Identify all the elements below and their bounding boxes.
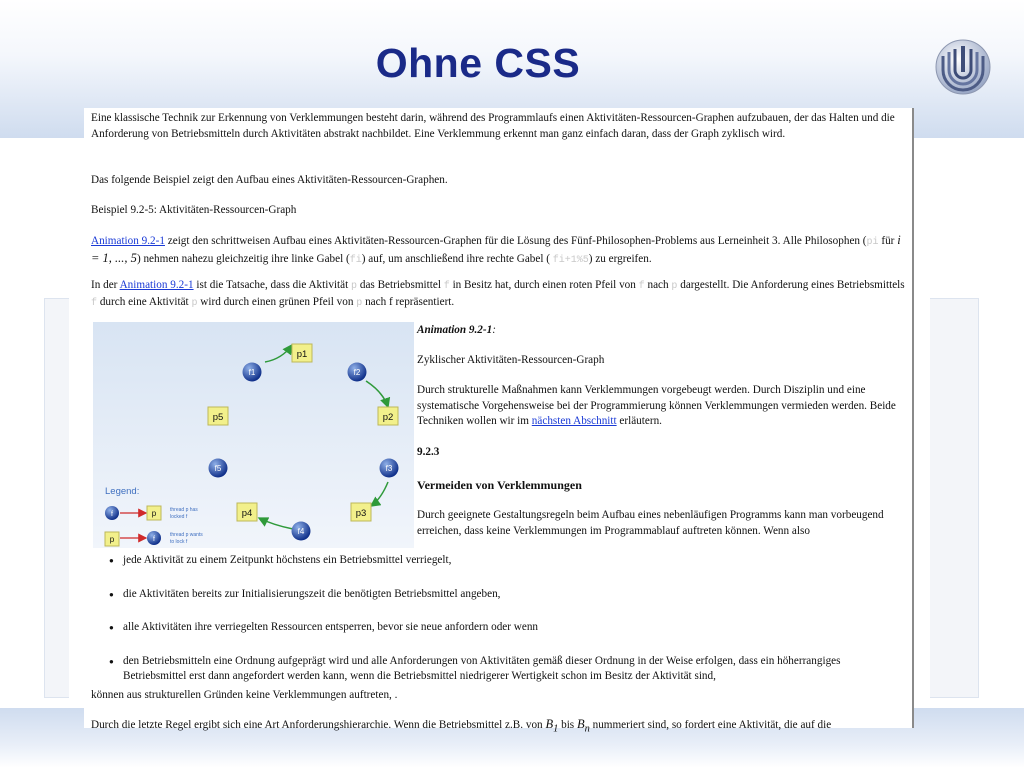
paragraph-example-intro: Das folgende Beispiel zeigt den Aufbau eines Aktivitäten-Ressourcen-Graphen. (91, 174, 448, 186)
svg-text:to lock f: to lock f (170, 539, 188, 545)
node-f2 (348, 363, 367, 382)
node-p2 (378, 407, 398, 425)
svg-text:f2: f2 (353, 368, 361, 377)
node-p5 (208, 407, 228, 425)
animation-link[interactable]: Animation 9.2-1 (91, 235, 165, 247)
svg-text:p1: p1 (296, 349, 308, 360)
node-p3 (351, 503, 371, 521)
animation-link-2[interactable]: Animation 9.2-1 (119, 279, 194, 291)
svg-text:p5: p5 (212, 412, 224, 423)
svg-text:p: p (151, 509, 157, 518)
document-panel (84, 108, 914, 735)
animation-graph (93, 322, 414, 548)
svg-text:f: f (153, 536, 155, 543)
node-f5 (209, 459, 228, 478)
paragraph-prevention: Durch strukturelle Maßnahmen kann Verklemmungen vorgebeugt werden. Durch Disziplin und eine systematische Vorgehensweise bei der Programmierung können Verklemmungen vermieden werden. Beide Techniken wollen wir im nächsten Abschnitt erläutern. (417, 384, 896, 427)
list-item: ● alle Aktivitäten ihre verriegelten Ressourcen entsperren, bevor sie neue anfordern oder wenn (106, 620, 906, 636)
paragraph-hierarchy: Durch die letzte Regel ergibt sich eine Art Anforderungshierarchie. Wenn die Betriebsmittel z.B. von $B_1$ bis $B_n$ nummeriert sind, so fordert eine Aktivität, die auf die (91, 717, 832, 735)
svg-text:thread p has: thread p has (170, 507, 198, 513)
rules-list (106, 553, 906, 703)
node-p1 (292, 344, 312, 362)
svg-text:f: f (111, 511, 113, 518)
legend-title: Legend: (105, 486, 140, 497)
svg-text:p2: p2 (382, 412, 394, 423)
next-section-link[interactable]: nächsten Abschnitt (531, 415, 617, 427)
svg-text:p3: p3 (355, 508, 367, 519)
animation-caption-title: Animation 9.2-1: (417, 324, 496, 336)
node-f1 (243, 363, 262, 382)
paragraph-intro: Eine klassische Technik zur Erkennung von Verklemmungen besteht darin, während des Programmlaufs einen Aktivitäten-Ressourcen-Graphen aufzubauen, der das Halten und die Anforderung von Betriebsmitteln durch Aktivitäten abstrakt nachbildet. Eine Verklemmung erkennt man ganz einfach daran, dass der Graph zyklisch wird. (91, 112, 895, 140)
list-item: ● die Aktivitäten bereits zur Initialisierungszeit die benötigten Betriebsmittel angeben, (106, 587, 906, 603)
paragraph-animation-desc: Animation 9.2-1 zeigt den schrittweisen Aufbau eines Aktivitäten-Ressourcen-Graphen für die Lösung des Fünf-Philosophen-Problems aus Lerneinheit 3. Alle Philosophen (pi für i = 1, ..., 5) nehmen nahezu gleichzeitig ihre linke Gabel (fi) auf, um anschließend ihre rechte Gabel ( fi+1%5) zu ergreifen. (91, 233, 901, 266)
paragraph-design-rules: Durch geeignete Gestaltungsregeln beim Aufbau eines nebenläufigen Programms kann man vorbeugend erreichen, dass keine Verklemmungen im Programmablauf auftreten können. Wenn also (417, 509, 884, 537)
svg-text:f4: f4 (297, 527, 305, 536)
node-f4 (292, 522, 311, 541)
svg-text:p: p (109, 535, 115, 544)
right-frame-decoration (930, 298, 979, 698)
paragraph-arrows-desc: In der Animation 9.2-1 ist die Tatsache, dass die Aktivität p das Betriebsmittel f in Besitz hat, durch einen roten Pfeil von f nach p dargestellt. Die Anforderung eines Betriebsmittels f durch eine Aktivität p wird durch einen grünen Pfeil von p nach f repräsentiert. (91, 279, 905, 309)
node-f3 (380, 459, 399, 478)
node-p4 (237, 503, 257, 521)
svg-text:f3: f3 (385, 464, 393, 473)
list-item: ● den Betriebsmitteln eine Ordnung aufgeprägt wird und alle Anforderungen von Aktivitäten gemäß dieser Ordnung in der Weise erfolgen, dass ein höherrangiges Betriebsmittel erst dann angefordert werden kann, wenn die Betriebsmittel niedrigerer Wertigkeit schon im Besitz der Aktivität sind, (106, 654, 906, 685)
svg-text:f5: f5 (214, 464, 222, 473)
example-caption: Beispiel 9.2-5: Aktivitäten-Ressourcen-Graph (91, 204, 297, 216)
svg-text:thread p wants: thread p wants (170, 532, 203, 538)
section-heading: Vermeiden von Verklemmungen (417, 478, 582, 492)
list-item: ● jede Aktivität zu einem Zeitpunkt höchstens ein Betriebsmittel verriegelt, (106, 553, 906, 569)
animation-caption-subtitle: Zyklischer Aktivitäten-Ressourcen-Graph (417, 354, 605, 366)
svg-text:locked f: locked f (170, 514, 188, 520)
paragraph-conclusion: können aus strukturellen Gründen keine Verklemmungen auftreten, . (91, 689, 398, 701)
section-number: 9.2.3 (417, 446, 440, 458)
university-logo-icon (934, 38, 992, 96)
left-frame-decoration (44, 298, 69, 698)
svg-text:p4: p4 (241, 508, 253, 519)
slide-title: Ohne CSS (375, 40, 581, 86)
svg-text:f1: f1 (248, 368, 256, 377)
